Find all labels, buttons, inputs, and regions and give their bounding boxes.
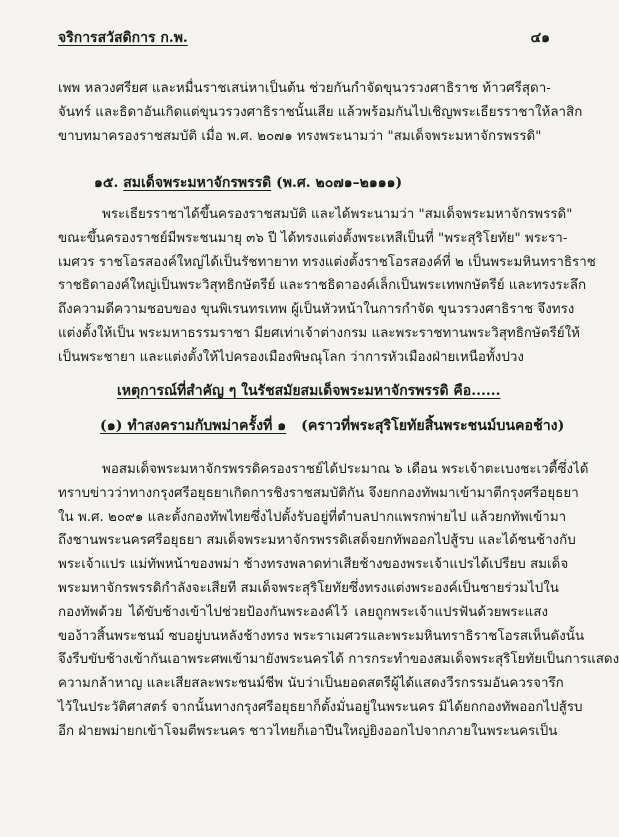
text-line: เป็นพระชายา และแต่งตั้งให้ไปครองเมืองพิษณุโลก ว่าการหัวเมืองฝ่ายเหนือทั้งปวง <box>58 349 524 365</box>
section-heading <box>94 172 402 194</box>
text-line: พอสมเด็จพระมหาจักรพรรดิครองราชย์ได้ประมาณ ๖ เดือน พระเจ้าตะเบงชะเวตี้ซึ่งได้ <box>102 462 589 477</box>
text-line: อีก ฝ่ายพม่ายกเข้าโจมตีพระนคร ชาวไทยก็เอาปืนใหญ่ยิงออกไปจากภายในพระนครเป็น <box>58 723 558 739</box>
text-line: พระมหาจักรพรรดิกำลังจะเสียที สมเด็จพระสุริโยทัยซึ่งทรงแต่งพระองค์เป็นชายร่วมไปใน <box>58 580 559 596</box>
section-title: สมเด็จพระมหาจักรพรรดิ <box>123 175 272 191</box>
text-line: พระเธียรราชาได้ขึ้นครองราชสมบัติ และได้พระนามว่า "สมเด็จพระมหาจักรพรรดิ" <box>102 207 573 222</box>
text-line: ถึงความดีความชอบของ ขุนพิเรนทรเทพ ผู้เป็นหัวหน้าในการกำจัด ขุนวรวงศาธิราช จึงทรง <box>58 302 575 318</box>
text-line: ความกล้าหาญ และเสียสละพระชนม์ชีพ นับว่าเป็นยอดสตรีผู้ได้แสดงวีรกรรมอันควรจารึก <box>58 676 564 692</box>
text-line: แต่งตั้งให้เป็น พระมหาธรรมราชา มียศเท่าเจ้าต่างกรม และพระราชทานพระวิสุทธิกษัตรีย์ให้ <box>58 325 580 341</box>
text-line: ไว้ในประวัติศาสตร์ จากนั้นทางกรุงศรีอยุธยาก็ตั้งมั่นอยู่ในพระนคร มิได้ยกกองทัพออกไปสู้รบ <box>58 699 583 715</box>
sub-heading <box>100 415 564 437</box>
text-line: ราชธิดาองค์ใหญ่เป็นพระวิสุทธิกษัตรีย์ และราชธิดาองค์เล็กเป็นพระเทพกษัตรีย์ และทรงระลึก <box>58 278 587 294</box>
events-heading: เหตุการณ์ที่สำคัญ ๆ ในรัชสมัยสมเด็จพระมหาจักรพรรดิ คือ...... <box>117 383 501 399</box>
text-line: ทราบข่าวว่าทางกรุงศรีอยุธยาเกิดการชิงราชสมบัติกัน จึงยกกองทัพมาเข้ามาตีกรุงศรีอยุธยา <box>58 485 579 501</box>
text-line: เพพ หลวงศรียศ และหมื่นราชเสน่หาเป็นต้น ช่วยกันกำจัดขุนวรวงศาธิราช ท้าวศรีสุดา- <box>58 81 551 96</box>
text-line: พระเจ้าแปร แม่ทัพหน้าของพม่า ช้างทรงพลาดท่าเสียช้างของพระเจ้าแปรได้เปรียบ สมเด็จ <box>58 557 569 573</box>
intro-paragraph <box>58 77 583 148</box>
text-line: ใน พ.ศ. ๒๐๙๑ และตั้งกองทัพไทยซึ่งไปตั้งรับอยู่ที่ตำบลปากแพรกพ่ายไป แล้วยกทัพเข้ามา <box>58 509 567 525</box>
text-line: จันทร์ และธิดาอันเกิดแต่ขุนวรวงศาธิราชนั้นเสีย แล้วพร้อมกันไปเชิญพระเธียรราชาให้ลาสิก <box>58 104 583 120</box>
section-paragraph <box>58 203 596 370</box>
text-line: ขาบทมาครองราชสมบัติ เมื่อ พ.ศ. ๒๐๗๑ ทรงพระนามว่า "สมเด็จพระมหาจักรพรรดิ" <box>58 128 542 144</box>
sub-heading-note: (คราวที่พระสุริโยทัยสิ้นพระชนม์บนคอช้าง) <box>301 418 565 434</box>
text-line: กองทัพด้วย ได้ขับช้างเข้าไปช่วยป้องกันพระองค์ไว้ เลยถูกพระเจ้าแปรฟันด้วยพระแสง <box>58 604 548 620</box>
page-header <box>58 26 550 50</box>
sub-heading-label: (๑) ทำสงครามกับพม่าครั้งที่ ๑ <box>100 418 287 434</box>
running-title: จริการสวัสดิการ ก.พ. <box>58 30 188 46</box>
section-number: ๑๕. <box>94 175 119 191</box>
text-line: ของ้าวสิ้นพระชนม์ ซบอยู่บนหลังช้างทรง พระราเมศวรและพระมหินทราธิราชโอรสเห็นดังนั้น <box>58 628 585 644</box>
body-paragraph <box>58 458 619 744</box>
text-line: ถึงชานพระนครศรีอยุธยา สมเด็จพระมหาจักรพรรดิเสด็จยกทัพออกไปสู้รบ และได้ชนช้างกับ <box>58 533 576 549</box>
section-period: (พ.ศ. ๒๐๗๑–๒๑๑๑) <box>276 175 403 191</box>
page-number: ๔๑ <box>530 30 550 46</box>
text-line: ขณะขึ้นครองราชย์มีพระชนมายุ ๓๖ ปี ได้ทรงแต่งตั้งพระเหสีเป็นที่ "พระสุริโยทัย" พระรา- <box>58 230 568 246</box>
text-line: จึงรีบขับช้างเข้ากันเอาพระศพเข้ามายังพระนครได้ การกระทำของสมเด็จพระสุริโยทัยเป็นการแสดง <box>58 652 619 668</box>
text-line: เมศวร ราชโอรสองค์ใหญ่ได้เป็นรัชทายาท ทรงแต่งตั้งราชโอรสองค์ที่ ๒ เป็นพระมหินทราธิราช <box>58 254 596 270</box>
